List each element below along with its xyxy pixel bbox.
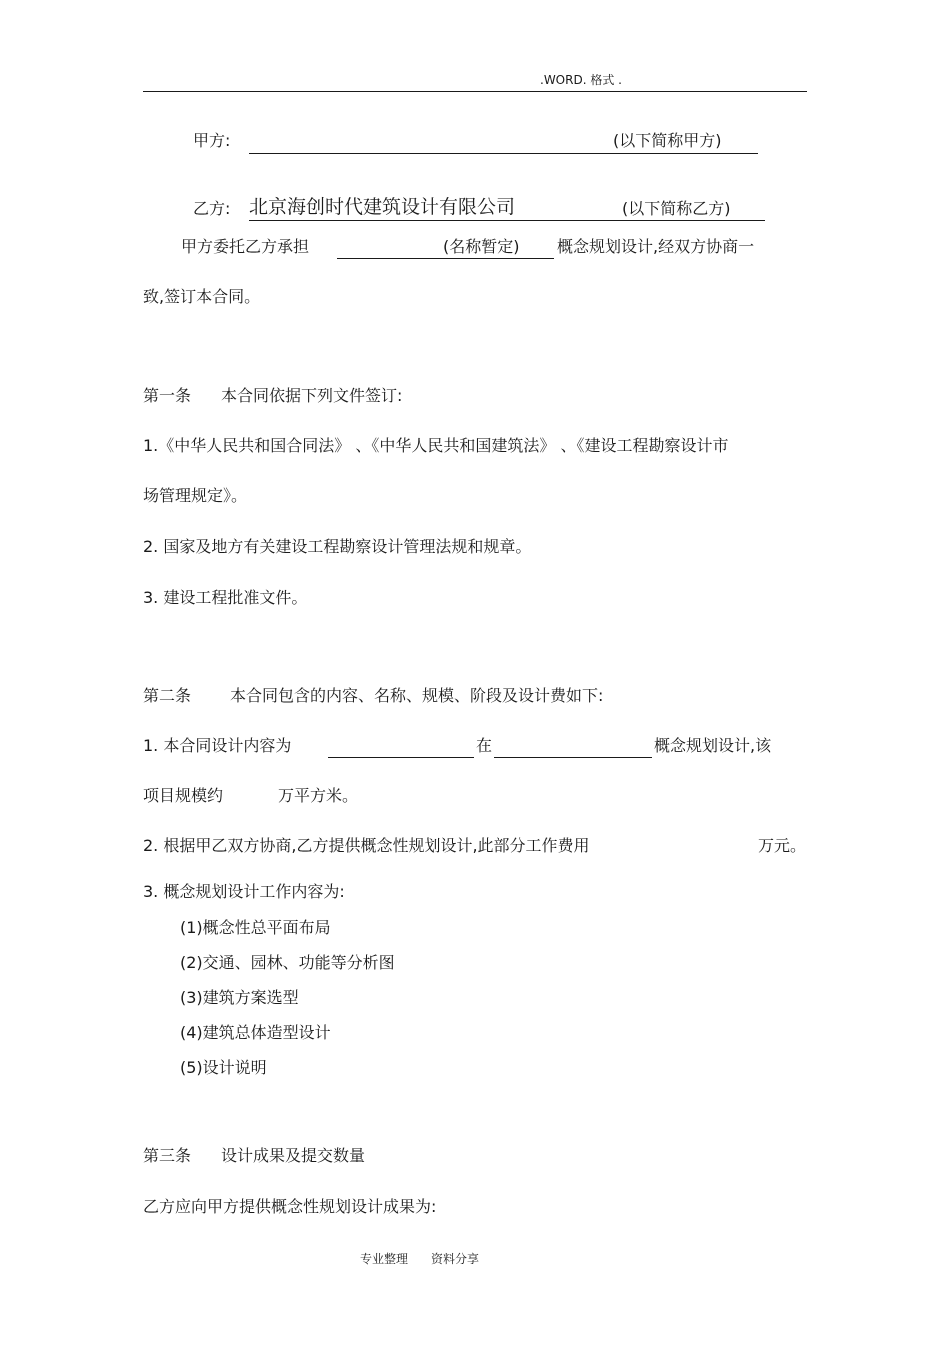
article2-subitem-3: (3)建筑方案选型	[180, 988, 299, 1007]
article3-heading: 设计成果及提交数量	[221, 1146, 366, 1165]
party-b-underline	[249, 220, 765, 221]
article2-item1-suffix: 概念规划设计,该	[654, 736, 772, 755]
party-a-label: 甲方:	[193, 131, 231, 150]
article2-item1-line2-a: 项目规模约	[143, 786, 224, 805]
article1-item1-line2: 场管理规定》。	[143, 486, 248, 505]
article2-subitem-2: (2)交通、园林、功能等分析图	[180, 953, 395, 972]
article2-item2-unit: 万元。	[758, 836, 807, 855]
party-b-label: 乙方:	[193, 199, 231, 218]
article2-subitem-4: (4)建筑总体造型设计	[180, 1023, 331, 1042]
party-b-suffix: (以下简称乙方)	[622, 199, 731, 218]
intro-prefix: 甲方委托乙方承担	[181, 237, 310, 256]
article2-item2-text: 2. 根据甲乙双方协商,乙方提供概念性规划设计,此部分工作费用	[143, 836, 590, 855]
party-a-suffix: (以下简称甲方)	[613, 131, 722, 150]
article3-line1: 乙方应向甲方提供概念性规划设计成果为:	[143, 1197, 437, 1216]
article2-item1-blank1	[328, 757, 474, 758]
article2-item1-prefix: 1. 本合同设计内容为	[143, 736, 292, 755]
footer-right: 资料分享	[431, 1252, 480, 1266]
article1-title: 第一条	[143, 386, 192, 405]
article2-subitem-1: (1)概念性总平面布局	[180, 918, 331, 937]
article2-heading: 本合同包含的内容、名称、规模、阶段及设计费如下:	[230, 686, 604, 705]
article2-subitem-5: (5)设计说明	[180, 1058, 267, 1077]
intro-mid: (名称暂定)	[443, 237, 520, 256]
article1-item3: 3. 建设工程批准文件。	[143, 588, 308, 607]
intro-underline	[337, 258, 554, 259]
article2-item1-blank2	[494, 757, 652, 758]
article1-heading: 本合同依据下列文件签订:	[221, 386, 403, 405]
article2-title: 第二条	[143, 686, 192, 705]
intro-suffix: 概念规划设计,经双方协商一	[557, 237, 755, 256]
article2-item1-mid: 在	[476, 736, 493, 755]
intro-line2: 致,签订本合同。	[143, 287, 261, 306]
party-b-name: 北京海创时代建筑设计有限公司	[249, 196, 516, 218]
article2-item1-line2-b: 万平方米。	[278, 786, 359, 805]
article2-item3: 3. 概念规划设计工作内容为:	[143, 882, 345, 901]
article3-title: 第三条	[143, 1146, 192, 1165]
header-rule	[143, 91, 807, 92]
footer-left: 专业整理	[360, 1252, 409, 1266]
page-header: .WORD. 格式 .	[540, 73, 622, 87]
article1-item2: 2. 国家及地方有关建设工程勘察设计管理法规和规章。	[143, 537, 532, 556]
party-a-underline	[249, 153, 758, 154]
article1-item1-line1: 1.《中华人民共和国合同法》 、《中华人民共和国建筑法》 、《建设工程勘察设计市	[143, 436, 729, 455]
